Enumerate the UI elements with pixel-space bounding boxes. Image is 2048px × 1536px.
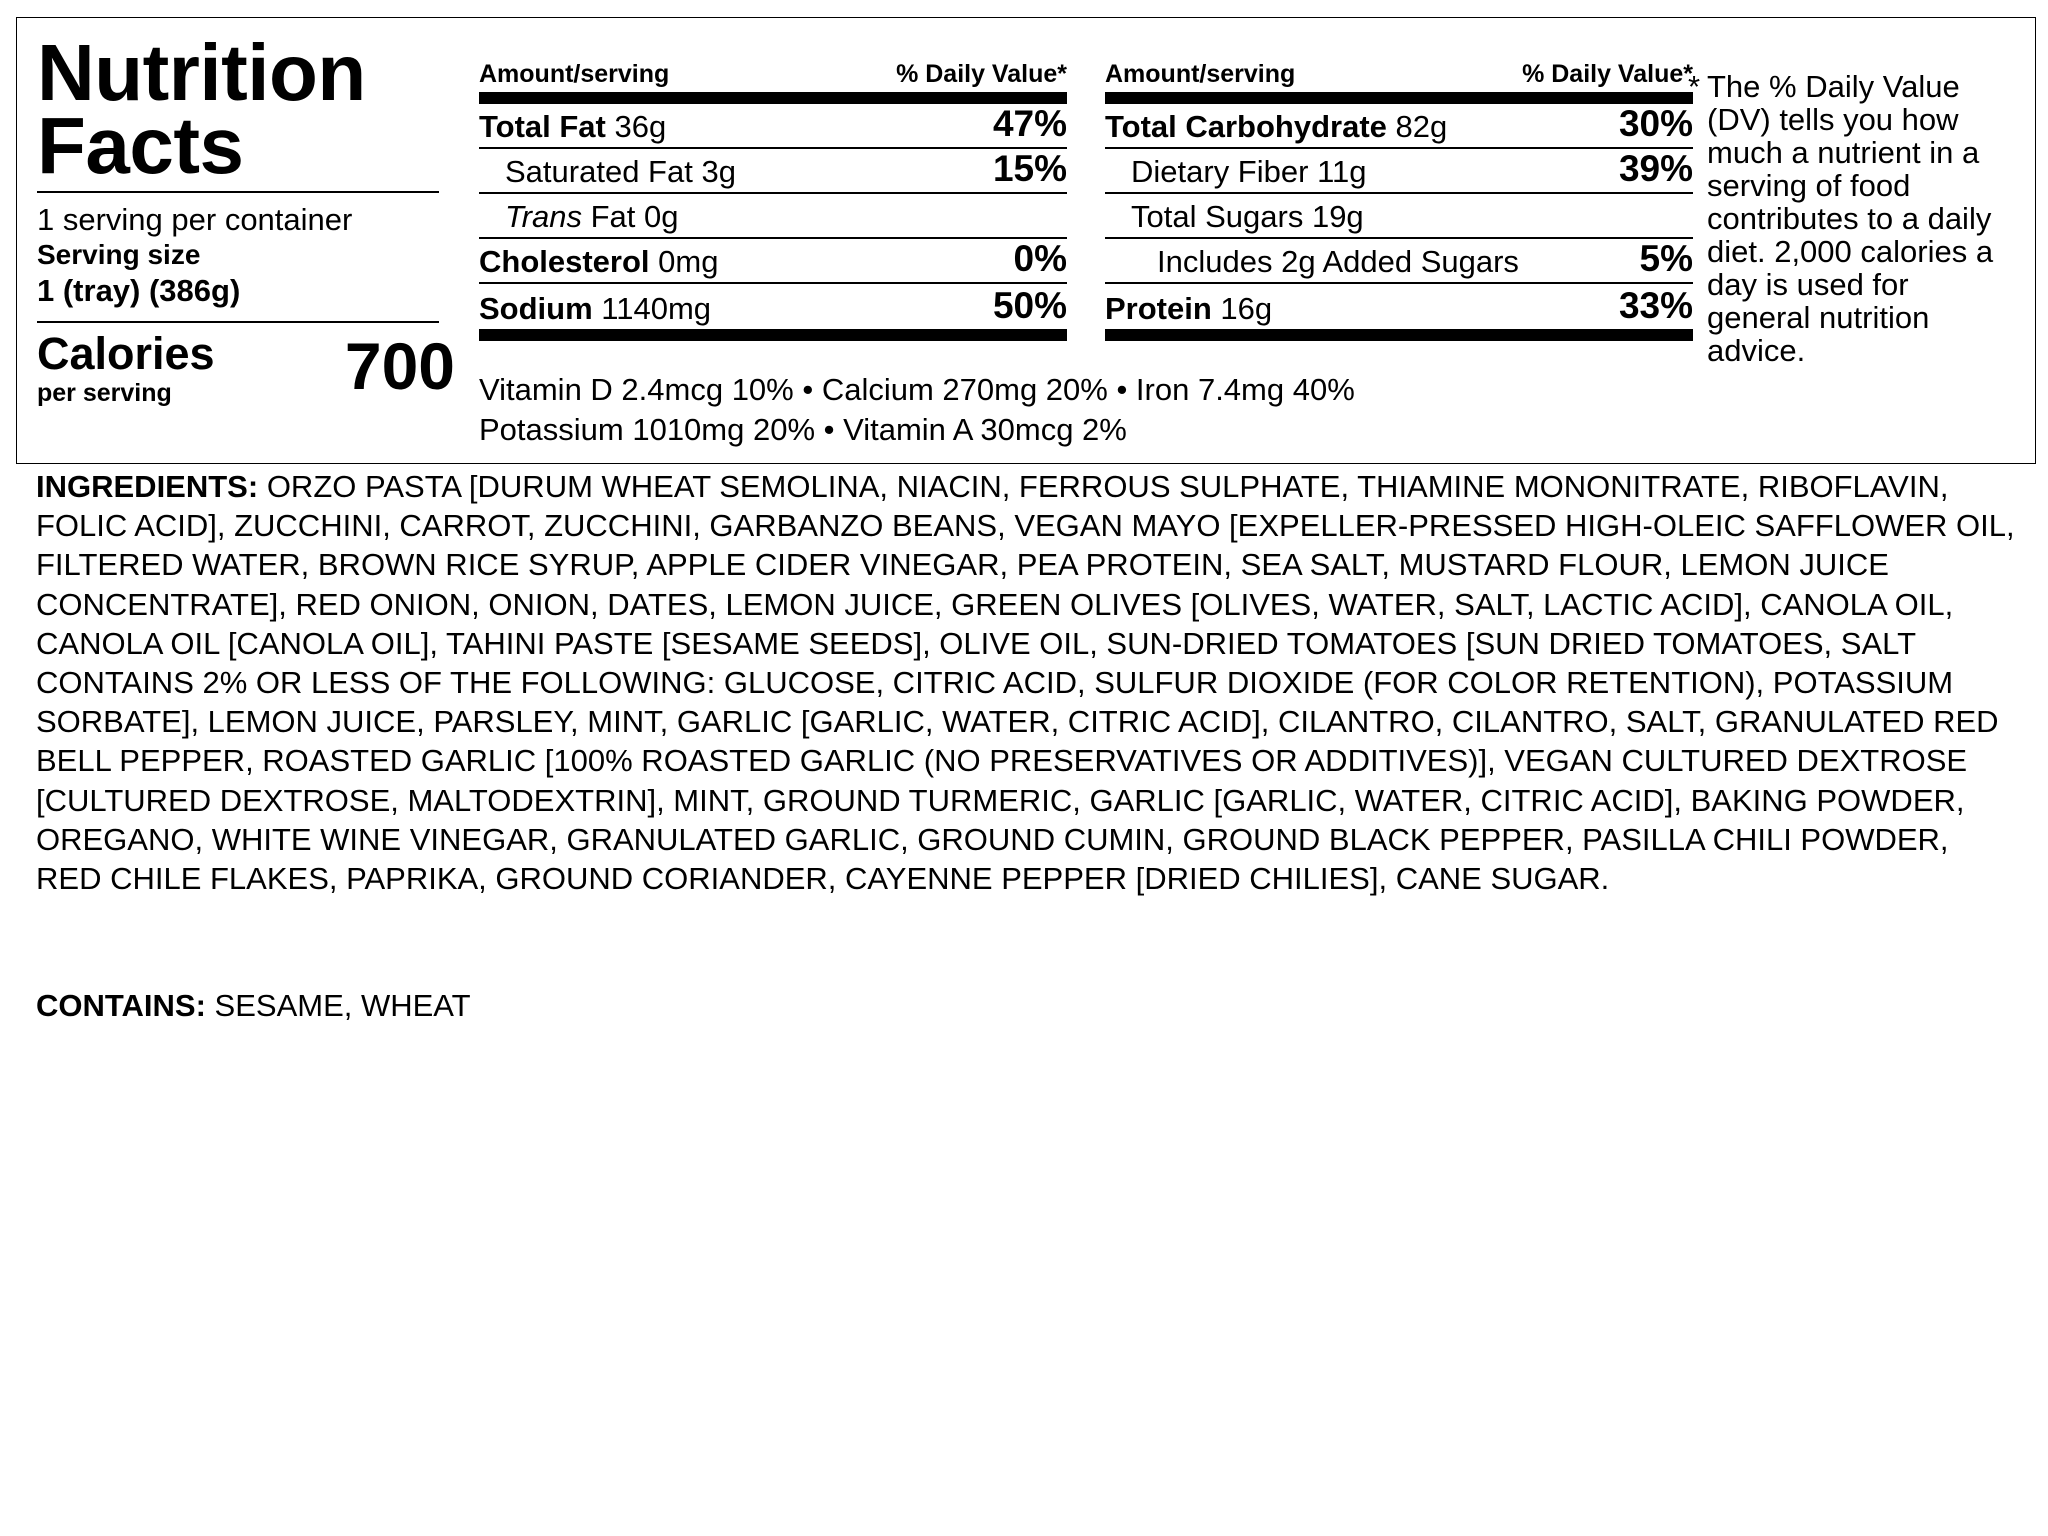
daily-value-header: % Daily Value* bbox=[1522, 59, 1693, 88]
thick-rule bbox=[1105, 92, 1693, 104]
title-divider bbox=[37, 191, 439, 193]
ingredients-text: ORZO PASTA [DURUM WHEAT SEMOLINA, NIACIN, FERROUS SULPHATE, THIAMINE MONONITRATE, RIBOFLAVIN, FOLIC ACID], ZUCCHINI, CARROT, ZUCCHINI, GARBANZO BEANS, VEGAN MAYO [EXPELLER-PRESSED HIGH-OLEIC SAFFLOWER OIL, FILTERED WATER, BROWN RICE SYRUP, APPLE CIDER VINEGAR, PEA PROTEIN, SEA SALT, MUSTARD FLOUR, LEMON JUICE CONCENTRATE], RED ONION, ONION, DATES, LEMON JUICE, GREEN OLIVES [OLIVES, WATER, SALT, LACTIC ACID], CANOLA OIL, CANOLA OIL [CANOLA OIL], TAHINI PASTE [SESAME SEEDS], OLIVE OIL, SUN-DRIED TOMATOES [SUN DRIED TOMATOES, SALT CONTAINS 2% OR LESS OF THE FOLLOWING: GLUCOSE, CITRIC ACID, SULFUR DIOXIDE (FOR COLOR RETENTION), POTASSIUM SORBATE], LEMON JUICE, PARSLEY, MINT, GARLIC [GARLIC, WATER, CITRIC ACID], CILANTRO, CILANTRO, SALT, GRANULATED RED BELL PEPPER, ROASTED GARLIC [100% ROASTED GARLIC (NO PRESERVATIVES OR ADDITIVES)], VEGAN CULTURED DEXTROSE [CULTURED DEXTROSE, MALTODEXTRIN], MINT, GROUND TURMERIC, GARLIC [GARLIC, WATER, CITRIC ACID], BAKING POWDER, OREGANO, WHITE WINE VINEGAR, GRANULATED GARLIC, GROUND CUMIN, GROUND BLACK PEPPER, PASILLA CHILI POWDER, RED CHILE FLAKES, PAPRIKA, GROUND CORIANDER, CAYENNE PEPPER [DRIED CHILIES], CANE SUGAR. bbox=[36, 469, 2015, 897]
nutrient-name: Sodium bbox=[479, 291, 593, 326]
servings-per-container: 1 serving per container bbox=[37, 202, 353, 237]
nutrient-row-trans-fat bbox=[479, 194, 1067, 239]
footnote-text: The % Daily Value (DV) tells you how much a nutrient in a serving of food contributes to a daily diet. 2,000 calories a day is used for general nutrition advice. bbox=[1707, 69, 1994, 368]
nutrition-facts-panel bbox=[16, 17, 2036, 464]
nutrient-row-protein bbox=[1105, 284, 1693, 329]
nutrient-table-right bbox=[1105, 56, 1693, 341]
footnote-asterisk: * bbox=[1688, 69, 1701, 104]
nutrient-dv: 5% bbox=[1639, 238, 1693, 279]
ingredients-label: INGREDIENTS: bbox=[36, 469, 259, 504]
nutrient-dv: 0% bbox=[1013, 238, 1067, 279]
amount-header: Amount/serving bbox=[1105, 59, 1296, 88]
serving-divider bbox=[37, 321, 439, 323]
amount-header: Amount/serving bbox=[479, 59, 670, 88]
nutrient-dv: 39% bbox=[1618, 148, 1693, 189]
nutrient-row-total-carbohydrate bbox=[1105, 104, 1693, 149]
calories-value: 700 bbox=[344, 329, 455, 403]
nutrient-row-sodium bbox=[479, 284, 1067, 329]
nutrient-dv: 33% bbox=[1618, 285, 1693, 326]
nutrient-name: Total Fat bbox=[479, 109, 606, 144]
nutrient-amount: 19g bbox=[1311, 199, 1364, 234]
nutrient-row-total-fat bbox=[479, 104, 1067, 149]
nutrient-amount: 3g bbox=[701, 154, 736, 189]
daily-value-footnote bbox=[1688, 69, 2017, 368]
vitamins-line-1: Vitamin D 2.4mcg 10% • Calcium 270mg 20% • Iron 7.4mg 40% bbox=[479, 372, 1355, 407]
nutrient-amount: 11g bbox=[1317, 154, 1367, 189]
vitamins-minerals bbox=[479, 370, 1355, 450]
nutrient-amount: 1140mg bbox=[601, 291, 712, 326]
per-serving-label: per serving bbox=[37, 379, 172, 407]
daily-value-header: % Daily Value* bbox=[896, 59, 1067, 88]
table-header bbox=[479, 56, 1067, 92]
nutrient-name: Dietary Fiber bbox=[1131, 154, 1309, 189]
nutrient-name: Saturated Fat bbox=[505, 154, 693, 189]
nutrient-row-saturated-fat bbox=[479, 149, 1067, 194]
nutrient-amount: 36g bbox=[614, 109, 667, 144]
nutrient-row-added-sugars bbox=[1105, 239, 1693, 284]
nutrient-name: Includes 2g Added Sugars bbox=[1157, 244, 1519, 279]
calories-label: Calories bbox=[37, 328, 215, 379]
nutrient-name: Total Carbohydrate bbox=[1105, 109, 1387, 144]
serving-size-label: Serving size bbox=[37, 239, 201, 270]
thick-rule bbox=[479, 329, 1067, 341]
nutrient-row-total-sugars bbox=[1105, 194, 1693, 239]
nutrient-row-cholesterol bbox=[479, 239, 1067, 284]
ingredients-list bbox=[36, 467, 2016, 898]
nutrient-amount: 16g bbox=[1220, 291, 1273, 326]
nutrient-table-left bbox=[479, 56, 1067, 341]
nutrient-dv: 50% bbox=[992, 285, 1067, 326]
nutrient-name: Cholesterol bbox=[479, 244, 650, 279]
nutrient-dv: 47% bbox=[992, 103, 1067, 144]
contains-text: SESAME, WHEAT bbox=[214, 988, 471, 1023]
allergen-statement bbox=[36, 986, 471, 1025]
nutrient-name: Total Sugars bbox=[1131, 199, 1304, 234]
table-header bbox=[1105, 56, 1693, 92]
nutrient-name: Trans bbox=[505, 199, 582, 234]
nutrient-dv: 15% bbox=[992, 148, 1067, 189]
contains-label: CONTAINS: bbox=[36, 988, 206, 1023]
nutrient-name-rest: Fat bbox=[590, 199, 636, 234]
nutrient-name: Protein bbox=[1105, 291, 1212, 326]
nutrient-dv: 30% bbox=[1618, 103, 1693, 144]
vitamins-line-2: Potassium 1010mg 20% • Vitamin A 30mcg 2% bbox=[479, 412, 1127, 447]
serving-size-value: 1 (tray) (386g) bbox=[37, 273, 241, 308]
nutrient-amount: 0g bbox=[644, 199, 679, 234]
panel-title: Nutrition Facts bbox=[37, 28, 366, 190]
thick-rule bbox=[1105, 329, 1693, 341]
thick-rule bbox=[479, 92, 1067, 104]
nutrient-row-dietary-fiber bbox=[1105, 149, 1693, 194]
nutrient-amount: 0mg bbox=[658, 244, 719, 279]
nutrient-amount: 82g bbox=[1395, 109, 1448, 144]
